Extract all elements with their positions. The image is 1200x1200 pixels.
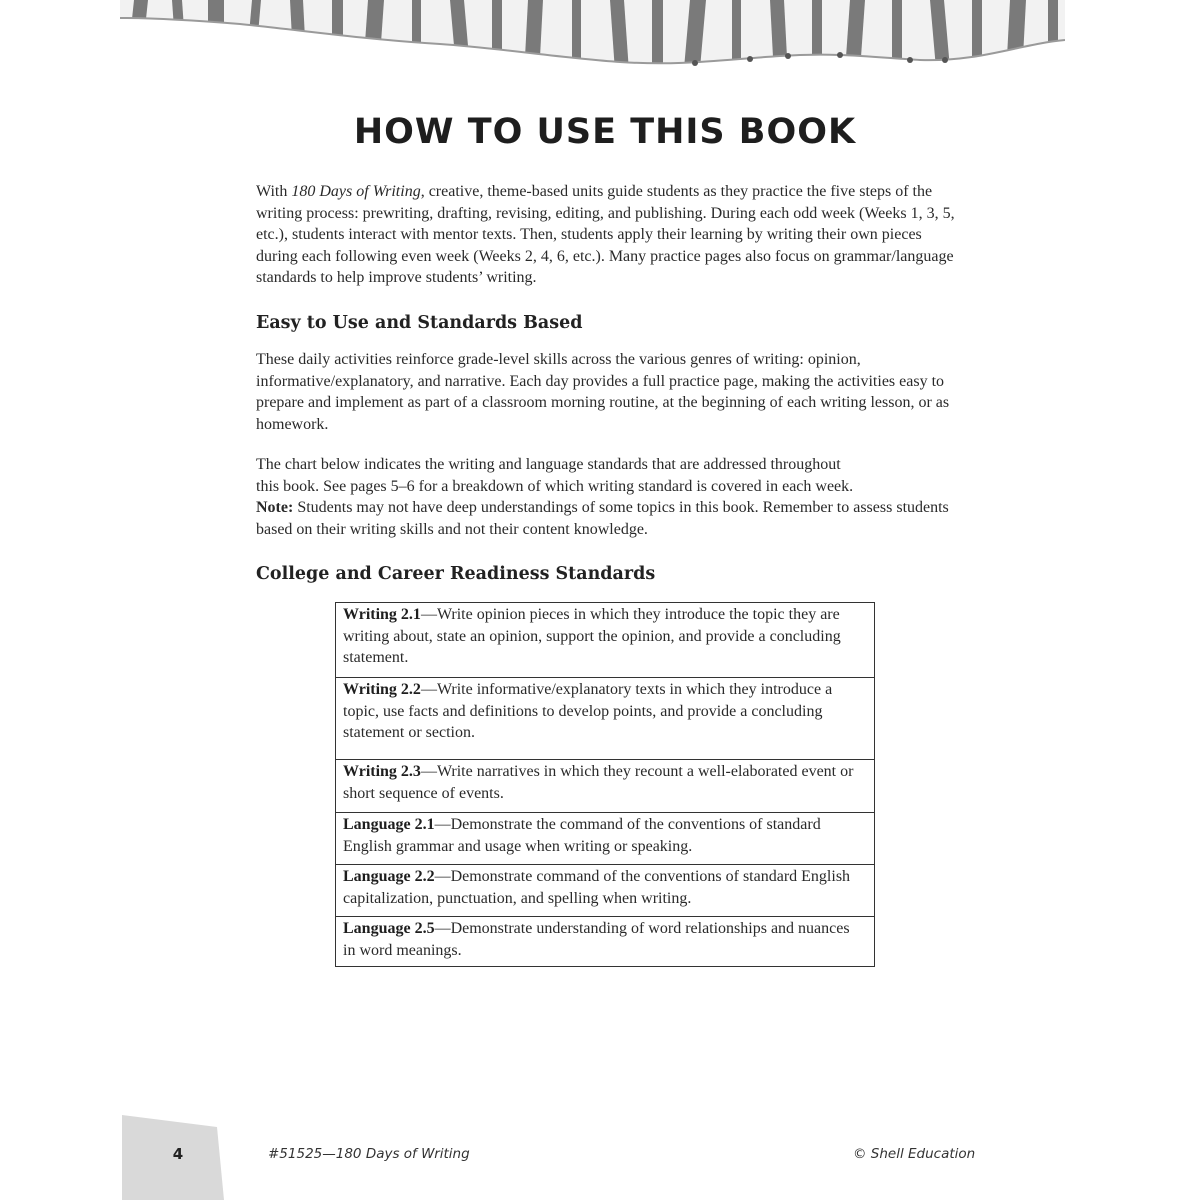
standard-cell: [336, 760, 875, 813]
standard-cell: [336, 865, 875, 917]
table-row: [336, 865, 875, 917]
standard-code: Writing 2.3: [343, 763, 421, 780]
standard-code: Writing 2.2: [343, 681, 421, 698]
table-row: [336, 760, 875, 813]
standard-text: —Write opinion pieces in which they introduce the topic they are writing about, state an opinion, support the opinion, and provide a concluding statement.: [343, 606, 841, 666]
standard-code: Writing 2.1: [343, 606, 421, 623]
table-row: [336, 813, 875, 865]
section-heading-standards-based: Easy to Use and Standards Based: [256, 313, 583, 333]
standard-cell: [336, 813, 875, 865]
standard-text: —Demonstrate the command of the conventions of standard English grammar and usage when writing or speaking.: [343, 816, 821, 855]
standard-text: —Demonstrate understanding of word relationships and nuances in word meanings.: [343, 920, 850, 959]
standard-code: Language 2.5: [343, 920, 435, 937]
footer-copyright: © Shell Education: [853, 1146, 976, 1162]
standard-text: —Write informative/explanatory texts in which they introduce a topic, use facts and definitions to develop points, and provide a concluding statement or section.: [343, 681, 833, 741]
footer-book-reference: #51525—180 Days of Writing: [268, 1146, 470, 1162]
section-heading-readiness-standards: College and Career Readiness Standards: [256, 564, 656, 584]
standard-cell: [336, 678, 875, 760]
standard-code: Language 2.2: [343, 868, 435, 885]
standard-text: —Demonstrate command of the conventions of standard English capitalization, punctuation, and spelling when writing.: [343, 868, 851, 907]
intro-paragraph: With 180 Days of Writing, creative, theme-based units guide students as they practice the five steps of the writing process: prewriting, drafting, revising, editing, and publishing. During each odd week (Weeks 1, 3, 5, etc.), students interact with mentor texts. Then, students apply their learning by writing their own pieces during each following even week (Weeks 2, 4, 6, etc.). Many practice pages also focus on grammar/language standards to help improve students’ writing.: [256, 183, 955, 287]
standard-cell: [336, 917, 875, 967]
chart-paragraph: The chart below indicates the writing and language standards that are addressed throughout this book. See pages 5–6 for a breakdown of which writing standard is covered in each week. Note: Students may not have deep understandings of some topics in this book. Remember to assess students based on their writing skills and not their content knowledge.: [256, 456, 949, 538]
activities-paragraph: These daily activities reinforce grade-level skills across the various genres of writing: opinion, informative/explanatory, and narrative. Each day provides a full practice page, making the activities easy to prepare and implement as part of a classroom morning routine, at the beginning of each writing lesson, or as homework.: [256, 351, 950, 433]
page-title: HOW TO USE THIS BOOK: [353, 112, 857, 152]
page-number: 4: [172, 1145, 184, 1163]
table-row: [336, 917, 875, 967]
table-row: [336, 678, 875, 760]
book-title: 180 Days of Writing: [291, 183, 421, 200]
note-label: Note:: [256, 499, 294, 517]
decorative-banner: [120, 0, 1065, 75]
standard-cell: [336, 603, 875, 678]
standards-table: [335, 602, 875, 967]
standard-text: —Write narratives in which they recount a well-elaborated event or short sequence of events.: [343, 763, 854, 802]
standard-code: Language 2.1: [343, 816, 435, 833]
table-row: [336, 603, 875, 678]
